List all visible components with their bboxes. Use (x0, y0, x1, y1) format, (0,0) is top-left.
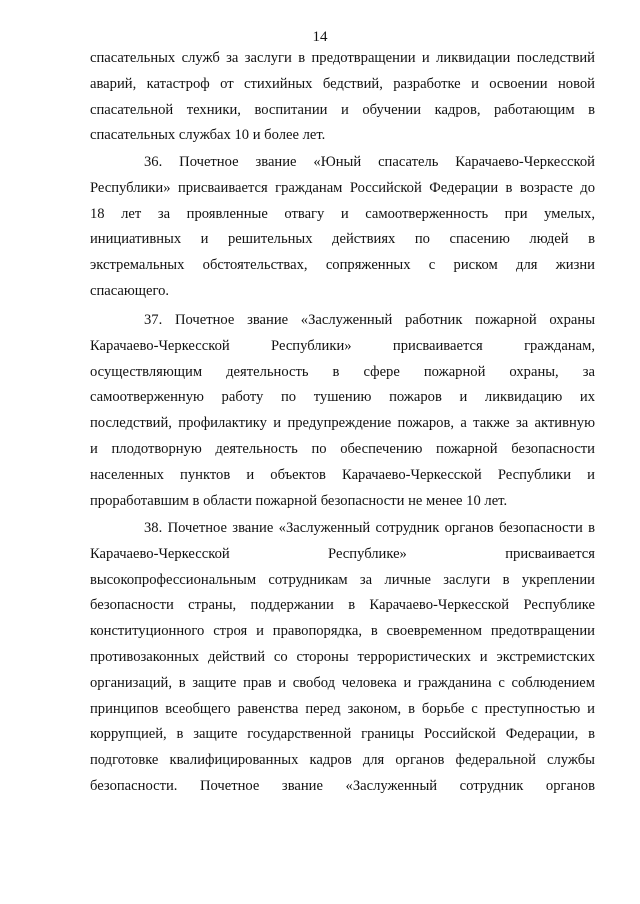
text-line: безопасности. Почетное звание «Заслуженный сотрудник органов (90, 777, 595, 794)
text-line: последствий, профилактику и предупреждение пожаров, а также за активную (90, 415, 595, 432)
text-line: спасательных служб за заслуги в предотвращении и ликвидации последствий (90, 50, 595, 66)
text-line: 36. Почетное звание «Юный спасатель Карачаево-Черкесской (144, 154, 595, 170)
text-line: инициативных и решительных действиях по спасению людей в (90, 231, 595, 248)
text-line: аварий, катастроф от стихийных бедствий, разработке и освоении новой (90, 75, 595, 92)
text-line: конституционного строя и правопорядка, в своевременном предотвращении (90, 623, 595, 640)
paragraph-continuation (90, 46, 595, 149)
text-line: 37. Почетное звание «Заслуженный работник пожарной охраны (144, 312, 595, 328)
text-line: коррупцией, в защите государственной границы Российской Федерации, в (90, 726, 595, 743)
page-number: 14 (312, 29, 328, 45)
text-line: организаций, в защите прав и свобод человека и гражданина с соблюдением (90, 674, 595, 691)
text-line: противозаконных действий со стороны террористических и экстремистских (90, 648, 595, 665)
text-line: экстремальных обстоятельствах, сопряженных с риском для жизни (90, 257, 595, 274)
text-line: 38. Почетное звание «Заслуженный сотрудник органов безопасности в (144, 520, 595, 536)
text-line: Карачаево-Черкесской Республике» присваивается (90, 545, 595, 562)
paragraph-38 (90, 516, 595, 800)
text-line: осуществляющим деятельность в сфере пожарной охраны, за (90, 363, 595, 380)
text-line: Карачаево-Черкесской Республики» присваивается гражданам, (90, 337, 595, 354)
text-line: спасающего. (90, 282, 170, 299)
text-line: проработавшим в области пожарной безопасности не менее 10 лет. (90, 492, 508, 509)
text-line: подготовке квалифицированных кадров для органов федеральной службы (90, 752, 595, 769)
text-line: принципов всеобщего равенства перед законом, в борьбе с преступностью и (90, 700, 595, 717)
text-line: высокопрофессиональным сотрудникам за личные заслуги в укреплении (90, 571, 595, 588)
text-line: самоотверженную работу по тушению пожаров и ликвидацию их (90, 389, 595, 406)
text-line: Республики» присваивается гражданам Российской Федерации в возрасте до (90, 179, 595, 196)
text-line: 18 лет за проявленные отвагу и самоотверженность при умелых, (90, 205, 595, 222)
text-line: спасательных службах 10 и более лет. (90, 127, 326, 144)
paragraph-36 (90, 150, 595, 305)
text-line: спасательной техники, воспитании и обучении кадров, работающим в (90, 101, 595, 118)
paragraph-37 (90, 308, 595, 514)
text-line: безопасности страны, поддержании в Карачаево-Черкесской Республике (90, 597, 595, 614)
text-line: и плодотворную деятельность по обеспечению пожарной безопасности (90, 440, 595, 457)
text-line: населенных пунктов и объектов Карачаево-Черкесской Республики и (90, 466, 595, 483)
